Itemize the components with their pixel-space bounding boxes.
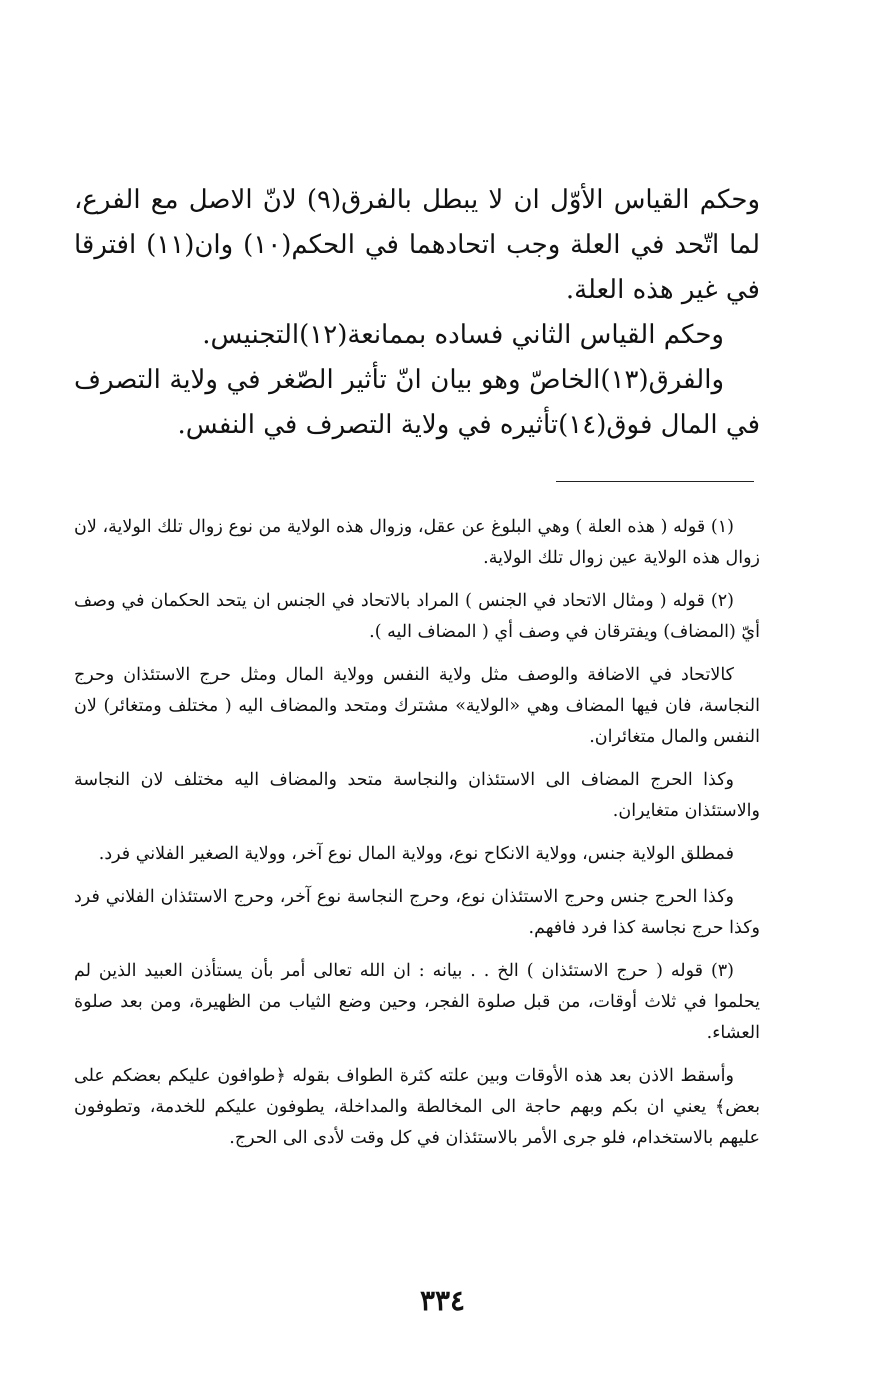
footnote-2: (٢) قوله ( ومثال الاتحاد في الجنس ) المراد بالاتحاد في الجنس ان يتحد الحكمان في وصف أيّ (المضاف) ويفترقان في وصف أي ( المضاف اليه ). bbox=[74, 591, 760, 642]
main-text bbox=[74, 178, 760, 448]
main-paragraph-3: والفرق(١٣)الخاصّ وهو بيان انّ تأثير الصّغر في ولاية التصرف في المال فوق(١٤)تأثيره في ولاية التصرف في النفس. bbox=[74, 365, 760, 440]
footnote-3: (٣) قوله ( حرج الاستئذان ) الخ . . بيانه : ان الله تعالى أمر بأن يستأذن العبيد الذين لم يحلموا في ثلاث أوقات، من قبل صلوة الفجر، وحين وضع الثياب من الظهيرة، ومن بعد صلوة العشاء. bbox=[74, 961, 760, 1043]
main-paragraph-2: وحكم القياس الثاني فساده بممانعة(١٢)التجنيس. bbox=[202, 320, 724, 350]
footnote-2-continued-d: وكذا الحرج جنس وحرج الاستئذان نوع، وحرج النجاسة نوع آخر، وحرج الاستئذان الفلاني فرد وكذا حرج نجاسة كذا فرد فافهم. bbox=[74, 887, 760, 938]
footnotes bbox=[74, 512, 760, 1166]
footnote-3-continued: وأسقط الاذن بعد هذه الأوقات وبين علته كثرة الطواف بقوله ﴿طوافون عليكم بعضكم على بعض﴾ يعني ان بكم وبهم حاجة الى المخالطة والمداخلة، يطوفون عليكم للخدمة، وتطوفون عليهم بالاستخدام، فلو جرى الأمر بالاستئذان في كل وقت لأدى الى الحرج. bbox=[74, 1066, 760, 1148]
page-number: ٣٣٤ bbox=[419, 1284, 466, 1317]
footnote-1: (١) قوله ( هذه العلة ) وهي البلوغ عن عقل، وزوال هذه الولاية من نوع زوال تلك الولاية، لان زوال هذه الولاية عين زوال تلك الولاية. bbox=[74, 517, 760, 568]
footnote-2-continued-b: وكذا الحرج المضاف الى الاستئذان والنجاسة متحد والمضاف اليه مختلف لان النجاسة والاستئذان متغايران. bbox=[74, 770, 760, 821]
footnote-separator bbox=[556, 481, 754, 482]
footnote-2-continued-a: كالاتحاد في الاضافة والوصف مثل ولاية النفس وولاية المال ومثل حرج الاستئذان وحرج النجاسة، فان فيها المضاف وهي «الولاية» مشترك ومتحد والمضاف اليه ( مختلف ومتغائر) لان النفس والمال متغائران. bbox=[74, 665, 760, 747]
footnote-2-continued-c: فمطلق الولاية جنس، وولاية الانكاح نوع، وولاية المال نوع آخر، وولاية الصغير الفلاني فرد. bbox=[98, 844, 734, 864]
main-paragraph-1: وحكم القياس الأوّل ان لا يبطل بالفرق(٩) لانّ الاصل مع الفرع، لما اتّحد في العلة وجب اتحادهما في الحكم(١٠) وان(١١) افترقا في غير هذه العلة. bbox=[74, 185, 760, 305]
